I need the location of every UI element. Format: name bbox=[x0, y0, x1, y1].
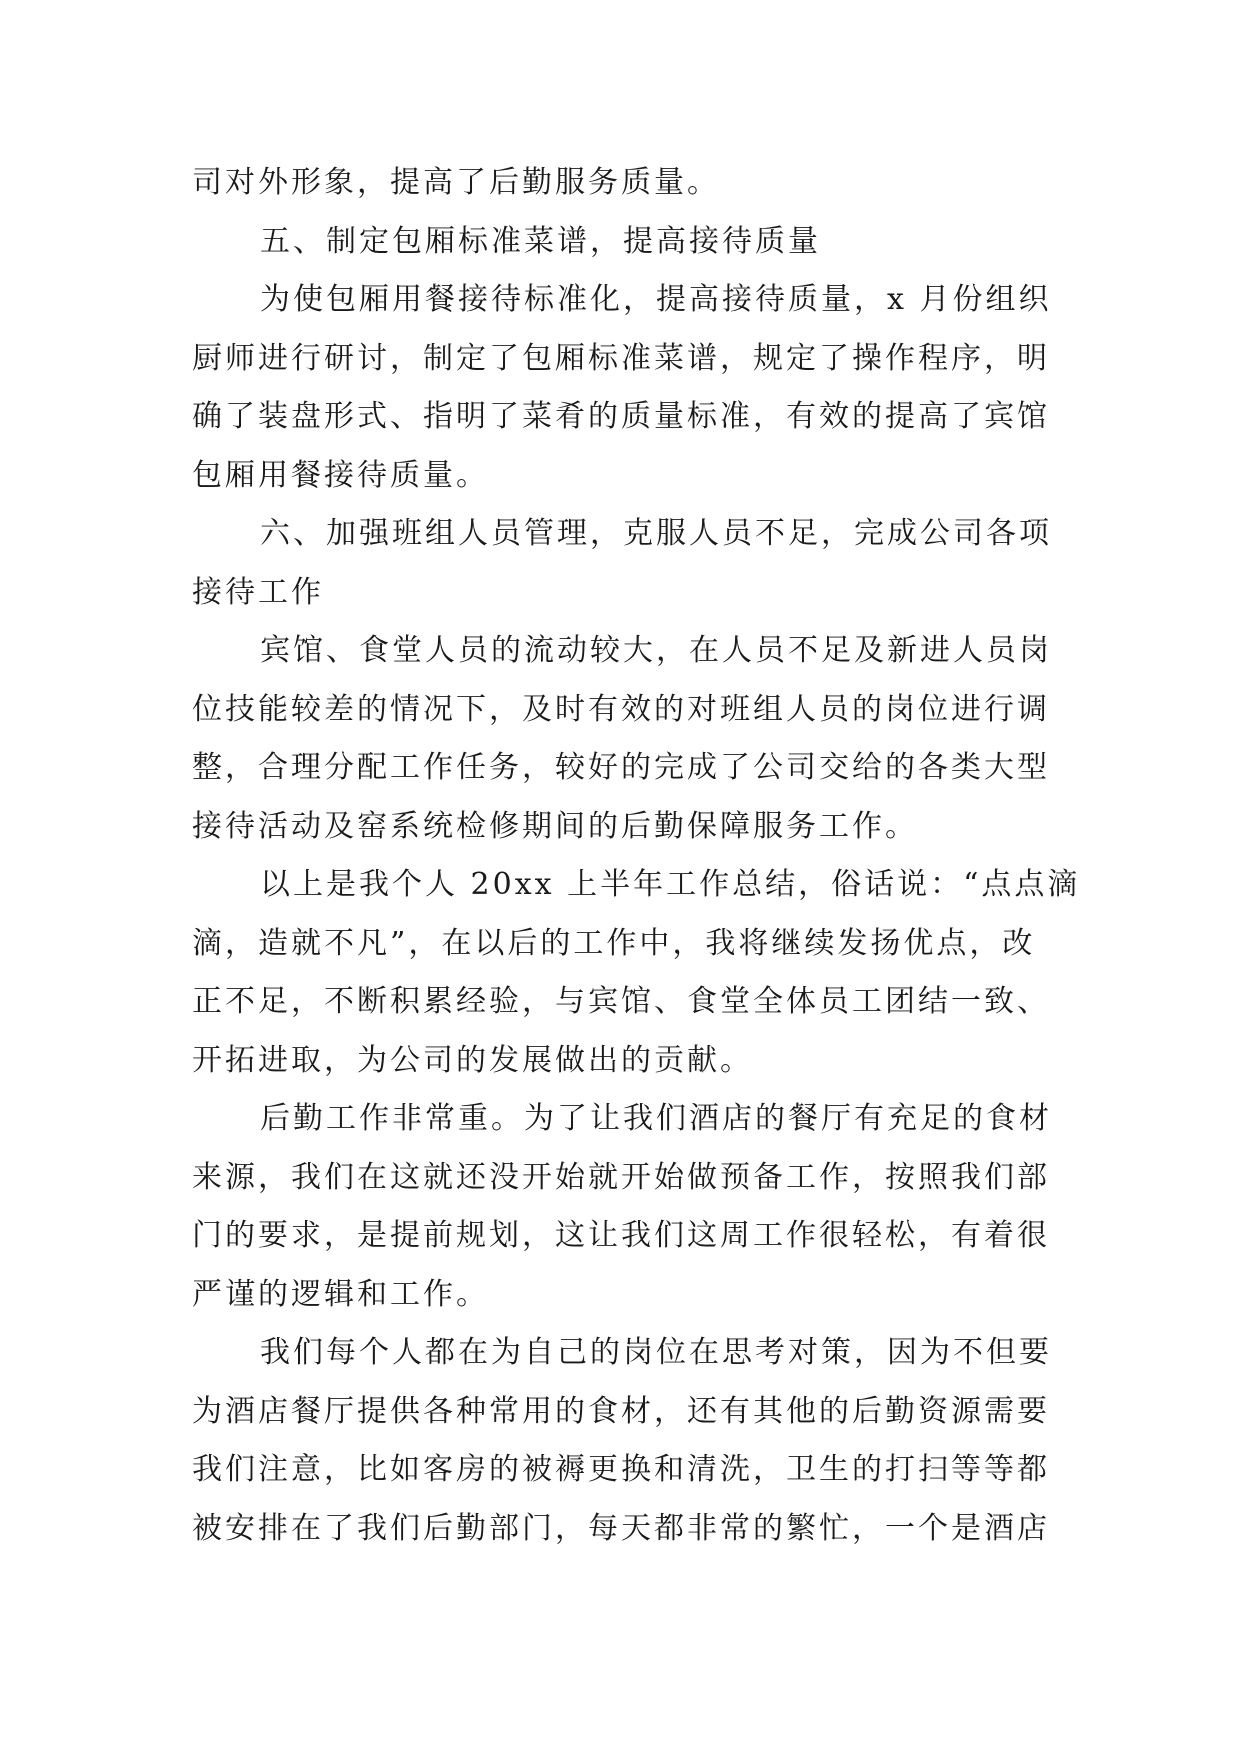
text-line: 我们注意，比如客房的被褥更换和清洗，卫生的打扫等等都 bbox=[192, 1452, 1050, 1487]
text-line: 厨师进行研讨，制定了包厢标准菜谱，规定了操作程序，明 bbox=[192, 340, 1050, 376]
text-line: 整，合理分配工作任务，较好的完成了公司交给的各类大型 bbox=[192, 750, 1050, 785]
text-line: 为使包厢用餐接待标准化，提高接待质量，x 月份组织 bbox=[260, 282, 1052, 317]
text-line: 宾馆、食堂人员的流动较大，在人员不足及新进人员岗 bbox=[260, 633, 1052, 668]
text-line: 被安排在了我们后勤部门，每天都非常的繁忙，一个是酒店 bbox=[192, 1510, 1050, 1546]
text-line: 六、加强班组人员管理，克服人员不足，完成公司各项 bbox=[260, 516, 1052, 551]
text-line: 来源，我们在这就还没开始就开始做预备工作，按照我们部 bbox=[192, 1159, 1050, 1195]
text-line: 为酒店餐厅提供各种常用的食材，还有其他的后勤资源需要 bbox=[192, 1393, 1050, 1429]
text-line: 后勤工作非常重。为了让我们酒店的餐厅有充足的食材 bbox=[260, 1101, 1052, 1136]
text-line: 五、制定包厢标准菜谱，提高接待质量 bbox=[260, 223, 821, 259]
text-line: 确了装盘形式、指明了菜肴的质量标准，有效的提高了宾馆 bbox=[192, 399, 1050, 434]
document-body bbox=[192, 154, 1081, 1558]
text-line: 正不足，不断积累经验，与宾馆、食堂全体员工团结一致、 bbox=[192, 984, 1050, 1019]
text-line: 接待活动及窑系统检修期间的后勤保障服务工作。 bbox=[192, 808, 918, 844]
text-line: 门的要求，是提前规划，这让我们这周工作很轻松，有着很 bbox=[192, 1218, 1050, 1253]
text-line: 接待工作 bbox=[192, 574, 324, 610]
text-line: 包厢用餐接待质量。 bbox=[192, 457, 489, 493]
text-line: 开拓进取，为公司的发展做出的贡献。 bbox=[192, 1042, 753, 1078]
text-line: 滴，造就不凡”，在以后的工作中，我将继续发扬优点，改 bbox=[192, 925, 1036, 961]
text-line: 位技能较差的情况下，及时有效的对班组人员的岗位进行调 bbox=[192, 691, 1050, 727]
text-line: 司对外形象，提高了后勤服务质量。 bbox=[192, 165, 720, 200]
text-line: 严谨的逻辑和工作。 bbox=[192, 1276, 489, 1312]
text-line: 以上是我个人 20xx 上半年工作总结，俗话说：“点点滴 bbox=[260, 867, 1081, 902]
text-line: 我们每个人都在为自己的岗位在思考对策，因为不但要 bbox=[260, 1335, 1052, 1370]
